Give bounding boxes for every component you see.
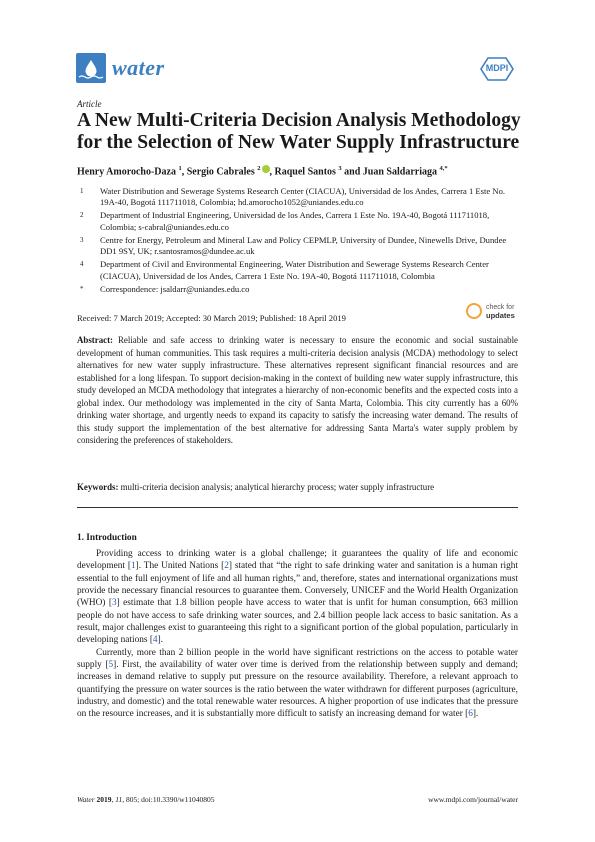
affiliation-item <box>77 210 517 232</box>
footer-journal-url[interactable]: www.mdpi.com/journal/water <box>428 795 518 804</box>
footer-journal: Water <box>77 795 95 804</box>
footer-volume: 11 <box>115 795 123 804</box>
keywords-text: multi-criteria decision analysis; analytical hierarchy process; water supply infrastructure <box>120 482 435 492</box>
journal-logo-icon <box>76 53 106 83</box>
author-name: Sergio Cabrales <box>186 166 255 178</box>
affiliation-text: Centre for Energy, Petroleum and Mineral Law and Policy CEPMLP, University of Dundee, Ninewells Drive, Dundee DD1 9SY, UK; r.santosramos@dundee.ac.uk <box>100 234 507 257</box>
check-for-updates-button[interactable] <box>466 303 520 321</box>
citation-link[interactable]: 3 <box>111 598 117 609</box>
citation-link[interactable]: 5 <box>108 660 114 671</box>
affiliation-mark: 2 <box>80 211 84 220</box>
affiliation-item <box>77 235 517 257</box>
correspondence-text: Correspondence: jsaldarr@uniandes.edu.co <box>100 283 250 294</box>
section-title: 1. Introduction <box>77 533 137 543</box>
footer-year: 2019 <box>96 795 112 804</box>
check-updates-line1: check for <box>486 304 515 311</box>
orcid-icon[interactable] <box>262 165 270 173</box>
paragraph: Currently, more than 2 billion people in the world have significant restrictions on the access to potable water supply [5]. First, the availability of water over time is derived from the relationship between supply and demand; increases in demand relative to supply put pressure on the resource availability. Therefore, a relevant approach to quantifying the pressure on water sources is the ratio between the water withdrawn for different purposes (agriculture, industry, and domestic) and the total renewable water resources. A higher proportion of use indicates that the pressure on the resource increases, and it is substantially more difficult to satisfy an increasing demand for water [6]. <box>77 647 518 720</box>
article-type: Article <box>77 99 102 109</box>
affiliation-item <box>77 186 517 208</box>
affiliation-mark: 1 <box>80 187 84 195</box>
keywords-label: Keywords: <box>77 482 119 492</box>
check-updates-icon <box>466 303 482 319</box>
abstract <box>77 334 518 447</box>
page-title: A New Multi-Criteria Decision Analysis Methodology for the Selection of New Water Supply Infrastructure <box>77 110 521 153</box>
citation-link[interactable]: 2 <box>224 561 229 572</box>
affiliation-item <box>77 284 517 295</box>
citation-link[interactable]: 6 <box>468 709 473 720</box>
affiliation-text: Department of Industrial Engineering, Universidad de los Andes, Carrera 1 Este No. 19A-40, Bogotá 111711018, Colombia; s-cabral@uniandes.edu.co <box>100 210 490 232</box>
citation-link[interactable]: 4 <box>152 635 158 646</box>
abstract-label: Abstract: <box>77 335 113 345</box>
affiliation-text: Water Distribution and Sewerage Systems Research Center (CIACUA), Universidad de los Andes, Carrera 1 Este No. 19A-40, Bogotá 111711018, Colombia; hd.amorocho1052@uniandes.edu.co <box>100 186 506 208</box>
author-name: Juan Saldarriaga <box>362 166 437 178</box>
affiliation-mark: 4 <box>80 260 84 269</box>
paragraph: Providing access to drinking water is a global challenge; it guarantees the quality of life and economic development [1]. The United Nations [2] stated that “the right to safe drinking water and sanitation is a human right essential to the full enjoyment of life and all human rights,” and, therefore, states and international organizations must provide the necessary financial resources to guarantee them. Conversely, UNICEF and the World Health Organization (WHO) [3] estimate that 1.8 billion people have access to water that is unfit for human consumption, 663 million people do not have access to safe drinking water sources, and 2.4 billion people lack access to basic sanitation. As a result, major challenges exist to guaranteeing this right to a significant portion of the global population, particularly in developing nations [4]. <box>77 549 518 646</box>
publication-dates: Received: 7 March 2019; Accepted: 30 March 2019; Published: 18 April 2019 <box>77 313 346 323</box>
abstract-text: Reliable and safe access to drinking water is necessary to ensure the economic and social sustainable development of human communities. This task requires a multi-criteria decision analysis (MCDA) methodology to select alternatives for new water supply infrastructure. These alternatives represent significant financial resources and are established for a long lifespan. To support decision-making in the context of building new water supply infrastructure, this study developed an MCDA methodology that integrates a hierarchy of non-economic benefits and the expected costs into a global index. Our methodology was implemented in the city of Santa Marta, Colombia. This city currently has a 60% drinking water shortage, and urgently needs to expand its capacity to satisfy the increasing water demand. The results of this study support the implementation of the best alternative for addressing Santa Marta's water supply problem by considering the preferences of stakeholders. <box>77 335 519 445</box>
affiliation-mark: 3 <box>80 235 84 244</box>
publisher-logo <box>480 57 514 81</box>
author-list: Henry Amorocho-Daza $^1$, Sergio Cabrales $^2$ , Raquel Santos $^3$ and Juan Saldarriaga $^{4,*}$ <box>77 165 448 178</box>
body-text <box>77 548 518 721</box>
affiliations <box>77 186 517 297</box>
author-affil-sup: 4,* <box>439 165 448 172</box>
affiliation-text: Department of Civil and Environmental Engineering, Water Distribution and Sewerage Systems Research Center (CIACUA), Universidad de los Andes, Carrera 1 Este No. 19A-40, Bogotá 111711018, Colombia <box>100 259 489 281</box>
author-affil-sup: 2 <box>257 165 261 172</box>
affiliation-item <box>77 259 517 281</box>
author-affil-sup: 3 <box>338 165 342 172</box>
publisher-name: MDPI <box>485 63 509 73</box>
check-updates-line2: updates <box>486 311 515 320</box>
author-affil-sup: 1 <box>178 165 182 172</box>
citation-link[interactable]: 1 <box>131 561 136 572</box>
keywords <box>77 482 518 492</box>
author-name: Henry Amorocho-Daza <box>77 166 176 178</box>
author-name: Raquel Santos <box>274 166 336 178</box>
section-divider <box>77 507 518 508</box>
journal-name: water <box>112 55 165 80</box>
affiliation-mark: * <box>80 284 84 293</box>
footer-doi: 805; doi:10.3390/w11040805 <box>125 795 215 804</box>
footer-citation: Water 2019, 11, 805; doi:10.3390/w11040805 <box>77 795 215 804</box>
